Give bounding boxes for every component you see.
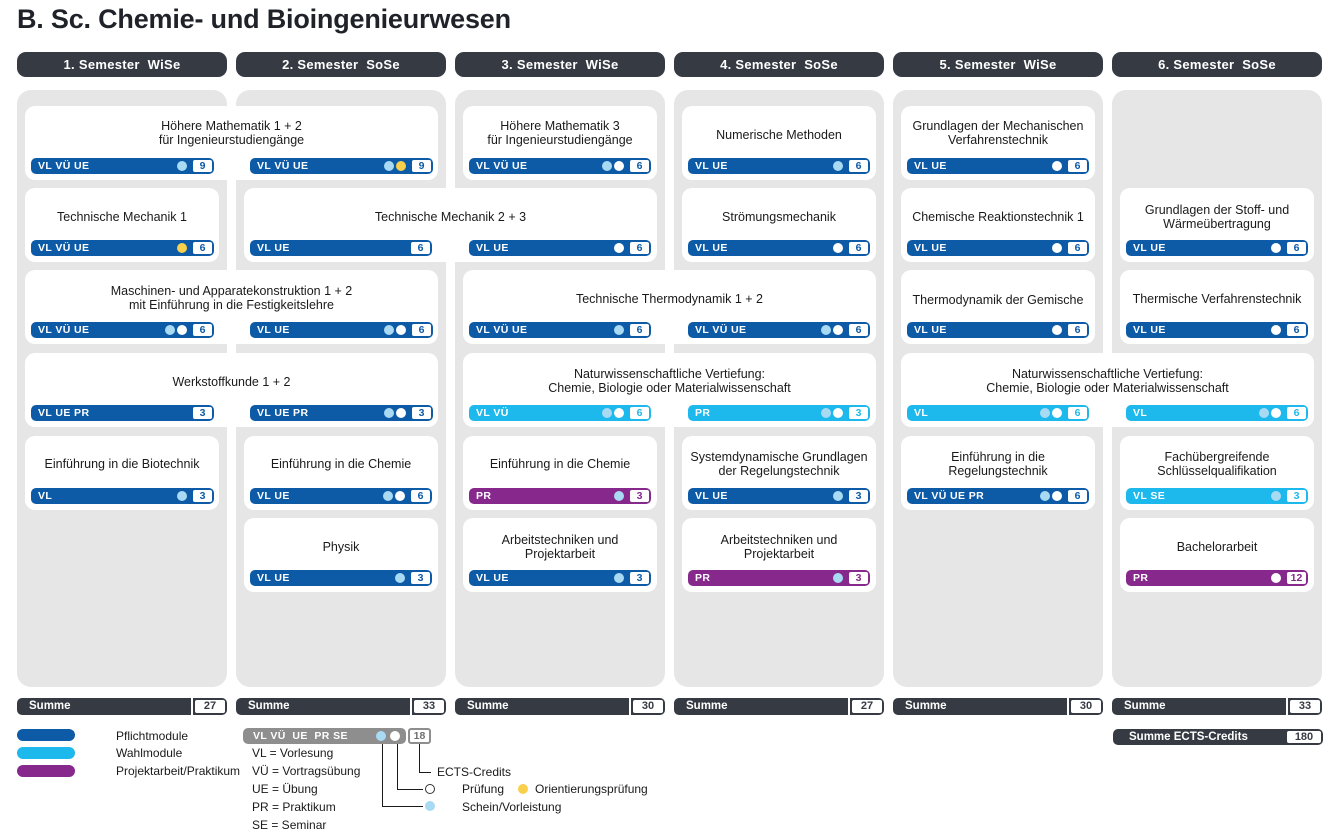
module-card-schluesselqualifikation[interactable] bbox=[1120, 436, 1314, 510]
module-title: Einführung in die Chemie bbox=[489, 457, 631, 471]
module-bar[interactable] bbox=[1126, 570, 1308, 586]
course-types: VL bbox=[914, 407, 929, 419]
module-title: Naturwissenschaftliche Vertiefung: Chemie, Biologie oder Materialwissenschaft bbox=[986, 367, 1229, 395]
course-types: VL UE bbox=[1133, 324, 1166, 336]
module-bar[interactable] bbox=[907, 158, 1089, 174]
module-card-physik[interactable] bbox=[244, 518, 438, 592]
module-bar[interactable] bbox=[250, 322, 433, 338]
schein-dot-icon bbox=[1040, 491, 1050, 501]
total-ects bbox=[1113, 729, 1323, 745]
legend-projekt: Projektarbeit/Praktikum bbox=[116, 764, 241, 778]
module-title: Naturwissenschaftliche Vertiefung: Chemie, Biologie oder Materialwissenschaft bbox=[548, 367, 791, 395]
module-bar[interactable] bbox=[688, 488, 870, 504]
legend-key-bar bbox=[243, 728, 406, 744]
module-bar[interactable] bbox=[1126, 322, 1308, 338]
ects-value: 6 bbox=[193, 242, 212, 254]
legend-wahl: Wahlmodule bbox=[116, 746, 183, 760]
sum-label: Summe bbox=[248, 700, 290, 712]
sum-label: Summe bbox=[1124, 700, 1166, 712]
module-card-mechanische-verfahrenstechnik[interactable] bbox=[901, 106, 1095, 180]
sum-value: 27 bbox=[195, 700, 225, 713]
course-types: VL UE bbox=[476, 242, 509, 254]
semester-sum-5 bbox=[893, 698, 1103, 715]
schein-dot-icon bbox=[177, 491, 187, 501]
ects-value: 3 bbox=[411, 572, 430, 584]
total-value: 180 bbox=[1287, 731, 1321, 743]
module-bar[interactable] bbox=[469, 570, 651, 586]
module-card-stroemungsmechanik[interactable] bbox=[682, 188, 876, 262]
module-title: Thermodynamik der Gemische bbox=[912, 293, 1084, 307]
ects-value: 6 bbox=[849, 324, 868, 336]
key-pruefung-dot-icon bbox=[390, 731, 400, 741]
connector-line bbox=[382, 744, 383, 807]
module-card-bachelorarbeit[interactable] bbox=[1120, 518, 1314, 592]
schein-dot-icon bbox=[821, 408, 831, 418]
semester-sum-6 bbox=[1112, 698, 1322, 715]
schein-dot-icon bbox=[1259, 408, 1269, 418]
pruefung-dot-icon bbox=[1052, 408, 1062, 418]
module-bar[interactable] bbox=[688, 570, 870, 586]
semester-sum-1 bbox=[17, 698, 227, 715]
module-card-hoehere-mathematik-1-2[interactable] bbox=[25, 106, 438, 180]
ects-value: 3 bbox=[1287, 490, 1306, 502]
sum-value: 30 bbox=[633, 700, 663, 713]
abbr-ue: UE = Übung bbox=[252, 782, 318, 796]
ects-value: 6 bbox=[1068, 324, 1087, 336]
course-types: VL UE bbox=[914, 160, 947, 172]
course-types: PR bbox=[1133, 572, 1149, 584]
course-types: VL bbox=[38, 490, 53, 502]
course-types: VL UE bbox=[257, 242, 290, 254]
sum-label: Summe bbox=[467, 700, 509, 712]
schein-legend-icon bbox=[425, 801, 435, 811]
schein-dot-icon bbox=[833, 161, 843, 171]
module-card-maschinen-apparatekonstruktion[interactable] bbox=[25, 270, 438, 344]
ects-value: 6 bbox=[1068, 490, 1087, 502]
ects-value: 6 bbox=[1068, 407, 1087, 419]
ects-value: 6 bbox=[193, 324, 212, 336]
abbr-vl: VL = Vorlesung bbox=[252, 746, 334, 760]
pruefung-dot-icon bbox=[614, 243, 624, 253]
course-types: PR bbox=[476, 490, 492, 502]
ects-value: 12 bbox=[1287, 572, 1306, 584]
legend-key-ects: 18 bbox=[408, 728, 431, 744]
schein-dot-icon bbox=[821, 325, 831, 335]
ects-value: 3 bbox=[849, 490, 868, 502]
course-types: VL UE bbox=[476, 572, 509, 584]
course-types: VL UE bbox=[257, 490, 290, 502]
ects-value: 6 bbox=[630, 242, 649, 254]
semester-header-4: 4. Semester SoSe bbox=[674, 52, 884, 77]
module-card-technische-mechanik-2-3[interactable] bbox=[244, 188, 657, 262]
ects-value: 6 bbox=[630, 324, 649, 336]
sum-label: Summe bbox=[905, 700, 947, 712]
module-bar[interactable] bbox=[31, 488, 214, 504]
abbr-pr: PR = Praktikum bbox=[252, 800, 336, 814]
schein-dot-icon bbox=[614, 325, 624, 335]
schein-dot-icon bbox=[177, 161, 187, 171]
module-title: Technische Thermodynamik 1 + 2 bbox=[575, 292, 764, 306]
pruefung-dot-icon bbox=[177, 325, 187, 335]
abbr-vue: VÜ = Vortragsübung bbox=[252, 764, 361, 778]
module-title: Numerische Methoden bbox=[716, 128, 842, 142]
course-types: VL UE bbox=[914, 324, 947, 336]
course-types: VL bbox=[1133, 407, 1148, 419]
module-card-einfuehrung-chemie-1[interactable] bbox=[244, 436, 438, 510]
ects-value: 6 bbox=[849, 242, 868, 254]
pruefung-dot-icon bbox=[1271, 573, 1281, 583]
ects-value: 3 bbox=[193, 490, 212, 502]
semester-header-5: 5. Semester WiSe bbox=[893, 52, 1103, 77]
module-bar[interactable] bbox=[250, 488, 432, 504]
schein-dot-icon bbox=[614, 573, 624, 583]
schein-dot-icon bbox=[384, 161, 394, 171]
ects-value: 6 bbox=[1287, 242, 1306, 254]
legend-orientierung: Orientierungsprüfung bbox=[535, 782, 648, 796]
module-title: Arbeitstechniken und Projektarbeit bbox=[720, 533, 838, 561]
pruefung-dot-icon bbox=[1271, 408, 1281, 418]
module-card-nw-vertiefung-2[interactable] bbox=[901, 353, 1314, 427]
schein-dot-icon bbox=[833, 491, 843, 501]
module-title: Einführung in die Biotechnik bbox=[44, 457, 200, 471]
legend-pflicht: Pflichtmodule bbox=[116, 729, 189, 743]
sum-label: Summe bbox=[29, 700, 71, 712]
module-title: Bachelorarbeit bbox=[1176, 540, 1258, 554]
semester-header-2: 2. Semester SoSe bbox=[236, 52, 446, 77]
module-title: Technische Mechanik 2 + 3 bbox=[374, 210, 527, 224]
connector-line bbox=[382, 806, 423, 807]
sum-value: 30 bbox=[1071, 700, 1101, 713]
ects-value: 3 bbox=[849, 572, 868, 584]
pruefung-dot-icon bbox=[1052, 491, 1062, 501]
ects-value: 6 bbox=[1287, 407, 1306, 419]
module-bar[interactable] bbox=[907, 322, 1089, 338]
semester-header-3: 3. Semester WiSe bbox=[455, 52, 665, 77]
connector-line bbox=[419, 744, 420, 773]
sum-value: 33 bbox=[414, 700, 444, 713]
course-types: VL SE bbox=[1133, 490, 1166, 502]
schein-dot-icon bbox=[384, 408, 394, 418]
course-types: VL UE bbox=[695, 160, 728, 172]
pruefung-dot-icon bbox=[1271, 325, 1281, 335]
module-bar[interactable] bbox=[907, 240, 1089, 256]
module-bar[interactable] bbox=[469, 488, 651, 504]
schein-dot-icon bbox=[395, 573, 405, 583]
orientierungspruefung-dot-icon bbox=[177, 243, 187, 253]
ects-value: 3 bbox=[412, 407, 431, 419]
ects-value: 9 bbox=[412, 160, 431, 172]
module-bar[interactable] bbox=[250, 158, 433, 174]
module-bar[interactable] bbox=[688, 240, 870, 256]
module-title: Technische Mechanik 1 bbox=[57, 210, 187, 224]
module-bar[interactable] bbox=[1126, 488, 1308, 504]
module-title: Fachübergreifende Schlüsselqualifikation bbox=[1157, 450, 1277, 478]
schein-dot-icon bbox=[384, 325, 394, 335]
pruefung-dot-icon bbox=[614, 408, 624, 418]
connector-line bbox=[419, 772, 431, 773]
sum-label: Summe bbox=[686, 700, 728, 712]
schein-dot-icon bbox=[1040, 408, 1050, 418]
legend-schein: Schein/Vorleistung bbox=[462, 800, 562, 814]
module-bar[interactable] bbox=[250, 570, 432, 586]
module-title: Physik bbox=[322, 540, 360, 554]
module-title: Höhere Mathematik 1 + 2 für Ingenieurstudiengänge bbox=[158, 119, 305, 147]
course-types: VL VÜ UE bbox=[38, 324, 90, 336]
module-card-nw-vertiefung-1[interactable] bbox=[463, 353, 876, 427]
semester-sum-2 bbox=[236, 698, 446, 715]
schein-dot-icon bbox=[383, 491, 393, 501]
module-card-numerische-methoden[interactable] bbox=[682, 106, 876, 180]
module-bar[interactable] bbox=[688, 158, 870, 174]
ects-value: 3 bbox=[630, 572, 649, 584]
ects-value: 6 bbox=[1068, 160, 1087, 172]
legend-swatch-projekt bbox=[17, 765, 75, 777]
course-types: VL UE bbox=[1133, 242, 1166, 254]
course-types: VL UE bbox=[914, 242, 947, 254]
module-bar[interactable] bbox=[907, 488, 1089, 504]
module-card-werkstoffkunde[interactable] bbox=[25, 353, 438, 427]
pruefung-dot-icon bbox=[833, 243, 843, 253]
module-title: Thermische Verfahrenstechnik bbox=[1132, 292, 1302, 306]
module-card-arbeitstechniken-1[interactable] bbox=[463, 518, 657, 592]
orientierungspruefung-dot-icon bbox=[396, 161, 406, 171]
semester-sum-4 bbox=[674, 698, 884, 715]
ects-value: 6 bbox=[411, 242, 430, 254]
module-title: Einführung in die Regelungstechnik bbox=[948, 450, 1048, 478]
schein-dot-icon bbox=[614, 491, 624, 501]
schein-dot-icon bbox=[833, 573, 843, 583]
page-title: B. Sc. Chemie- und Bioingenieurwesen bbox=[17, 4, 511, 34]
module-bar[interactable] bbox=[250, 405, 433, 421]
key-course-types: VL VÜ UE PR SE bbox=[253, 730, 348, 742]
module-bar[interactable] bbox=[31, 240, 214, 256]
legend-swatch-pflicht bbox=[17, 729, 75, 741]
module-title: Höhere Mathematik 3 für Ingenieurstudiengänge bbox=[487, 119, 633, 147]
pruefung-dot-icon bbox=[396, 325, 406, 335]
module-title: Grundlagen der Mechanischen Verfahrenstechnik bbox=[912, 119, 1084, 147]
course-types: VL UE bbox=[257, 324, 290, 336]
course-types: PR bbox=[695, 407, 711, 419]
legend-swatch-wahl bbox=[17, 747, 75, 759]
connector-line bbox=[397, 789, 423, 790]
ects-value: 6 bbox=[849, 160, 868, 172]
key-schein-dot-icon bbox=[376, 731, 386, 741]
pruefung-dot-icon bbox=[833, 325, 843, 335]
connector-line bbox=[397, 744, 398, 790]
ects-value: 6 bbox=[630, 407, 649, 419]
total-label: Summe ECTS-Credits bbox=[1129, 731, 1248, 743]
module-card-technische-thermodynamik[interactable] bbox=[463, 270, 876, 344]
ects-value: 6 bbox=[1068, 242, 1087, 254]
module-title: Einführung in die Chemie bbox=[270, 457, 412, 471]
module-bar[interactable] bbox=[469, 405, 651, 421]
schein-dot-icon bbox=[602, 161, 612, 171]
pruefung-dot-icon bbox=[396, 408, 406, 418]
ects-value: 6 bbox=[411, 490, 430, 502]
module-bar[interactable] bbox=[1126, 240, 1308, 256]
module-bar[interactable] bbox=[907, 405, 1089, 421]
course-types: VL VÜ UE bbox=[38, 242, 90, 254]
module-title: Werkstoffkunde 1 + 2 bbox=[172, 375, 291, 389]
pruefung-dot-icon bbox=[395, 491, 405, 501]
schein-dot-icon bbox=[1271, 491, 1281, 501]
course-types: VL UE bbox=[695, 490, 728, 502]
course-types: VL VÜ UE bbox=[257, 160, 309, 172]
module-bar[interactable] bbox=[688, 405, 870, 421]
pruefung-dot-icon bbox=[1052, 161, 1062, 171]
course-types: VL UE PR bbox=[257, 407, 309, 419]
course-types: VL VÜ UE bbox=[476, 324, 528, 336]
module-title: Systemdynamische Grundlagen der Regelungstechnik bbox=[690, 450, 868, 478]
pruefung-dot-icon bbox=[1052, 243, 1062, 253]
course-types: VL VÜ UE bbox=[695, 324, 747, 336]
schein-dot-icon bbox=[165, 325, 175, 335]
module-title: Maschinen- und Apparatekonstruktion 1 + 2 mit Einführung in die Festigkeitslehre bbox=[110, 284, 353, 312]
module-card-stoff-waermeuebertragung[interactable] bbox=[1120, 188, 1314, 262]
module-card-einfuehrung-regelungstechnik[interactable] bbox=[901, 436, 1095, 510]
course-types: VL UE PR bbox=[38, 407, 90, 419]
module-title: Arbeitstechniken und Projektarbeit bbox=[501, 533, 619, 561]
module-card-technische-mechanik-1[interactable] bbox=[25, 188, 219, 262]
module-title: Strömungsmechanik bbox=[722, 210, 836, 224]
semester-header-1: 1. Semester WiSe bbox=[17, 52, 227, 77]
course-types: VL VÜ bbox=[476, 407, 509, 419]
module-bar[interactable] bbox=[31, 405, 214, 421]
module-bar[interactable] bbox=[469, 158, 651, 174]
module-card-thermodynamik-gemische[interactable] bbox=[901, 270, 1095, 344]
module-card-einfuehrung-chemie-2[interactable] bbox=[463, 436, 657, 510]
semester-sum-3 bbox=[455, 698, 665, 715]
ects-value: 3 bbox=[193, 407, 212, 419]
semester-header-6: 6. Semester SoSe bbox=[1112, 52, 1322, 77]
module-bar[interactable] bbox=[31, 158, 214, 174]
ects-value: 6 bbox=[412, 324, 431, 336]
pruefung-dot-icon bbox=[1271, 243, 1281, 253]
module-title: Chemische Reaktionstechnik 1 bbox=[912, 210, 1084, 224]
legend-pruefung: Prüfung bbox=[462, 782, 505, 796]
pruefung-legend-icon bbox=[425, 784, 435, 794]
module-card-arbeitstechniken-2[interactable] bbox=[682, 518, 876, 592]
module-card-regelungstechnik-grundlagen[interactable] bbox=[682, 436, 876, 510]
module-card-chemische-reaktionstechnik-1[interactable] bbox=[901, 188, 1095, 262]
course-types: VL VÜ UE bbox=[38, 160, 90, 172]
pruefung-dot-icon bbox=[833, 408, 843, 418]
sum-value: 27 bbox=[852, 700, 882, 713]
legend-ects-credits: ECTS-Credits bbox=[437, 765, 512, 779]
pruefung-dot-icon bbox=[1052, 325, 1062, 335]
abbr-se: SE = Seminar bbox=[252, 818, 327, 832]
ects-value: 6 bbox=[1287, 324, 1306, 336]
course-types: VL VÜ UE bbox=[476, 160, 528, 172]
orientierung-legend-icon bbox=[518, 784, 528, 794]
ects-value: 6 bbox=[630, 160, 649, 172]
module-card-thermische-verfahrenstechnik[interactable] bbox=[1120, 270, 1314, 344]
module-bar[interactable] bbox=[469, 240, 651, 256]
sum-value: 33 bbox=[1290, 700, 1320, 713]
module-bar[interactable] bbox=[469, 322, 651, 338]
course-types: VL UE bbox=[695, 242, 728, 254]
course-types: VL VÜ UE PR bbox=[914, 490, 985, 502]
pruefung-dot-icon bbox=[614, 161, 624, 171]
module-bar[interactable] bbox=[1126, 405, 1308, 421]
module-title: Grundlagen der Stoff- und Wärmeübertragung bbox=[1144, 203, 1290, 231]
module-bar[interactable] bbox=[250, 240, 432, 256]
schein-dot-icon bbox=[602, 408, 612, 418]
module-bar[interactable] bbox=[31, 322, 214, 338]
course-types: PR bbox=[695, 572, 711, 584]
ects-value: 9 bbox=[193, 160, 212, 172]
module-card-hoehere-mathematik-3[interactable] bbox=[463, 106, 657, 180]
module-bar[interactable] bbox=[688, 322, 870, 338]
course-types: VL UE bbox=[257, 572, 290, 584]
module-card-einfuehrung-biotechnik[interactable] bbox=[25, 436, 219, 510]
ects-value: 3 bbox=[630, 490, 649, 502]
ects-value: 3 bbox=[849, 407, 868, 419]
